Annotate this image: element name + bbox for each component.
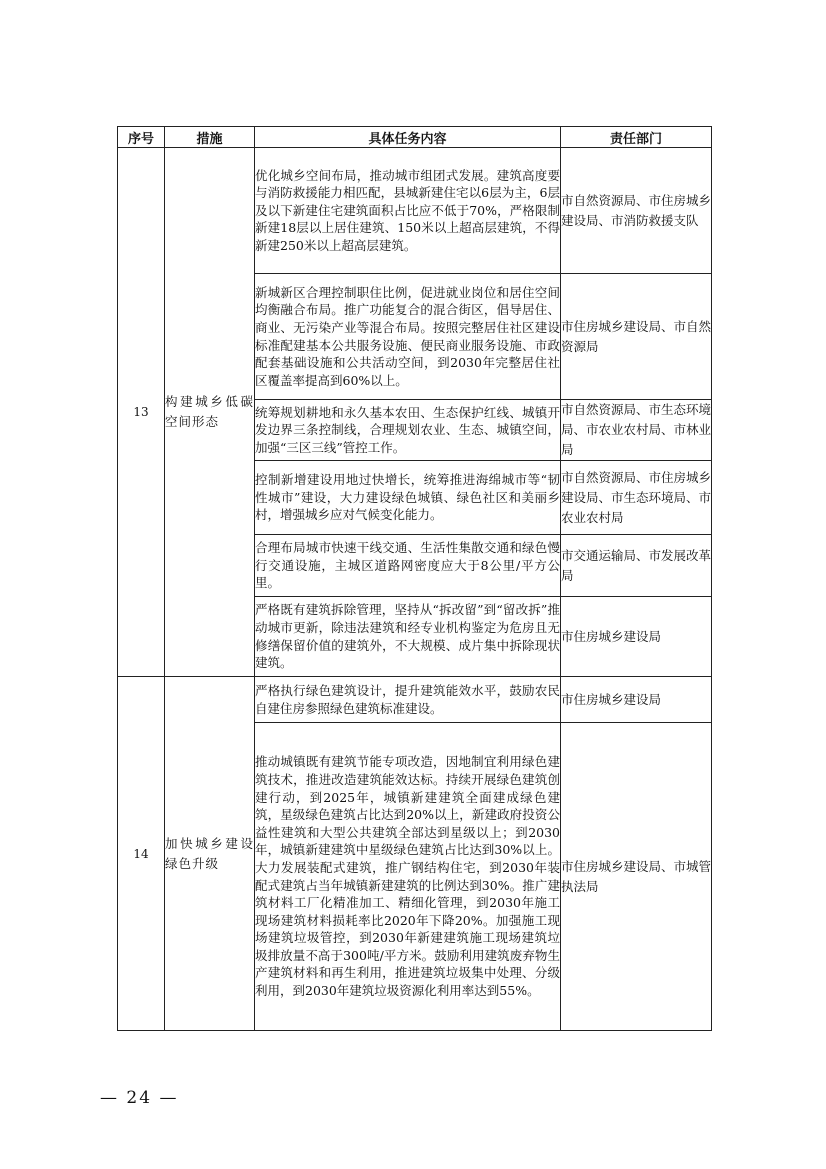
responsible-dept: 市交通运输局、市发展改革局 [561,535,712,597]
responsible-dept: 市住房城乡建设局 [561,597,712,677]
header-seq: 序号 [118,127,165,148]
task-content: 严格既有建筑拆除管理，坚持从“拆改留”到“留改拆”推动城市更新，除违法建筑和经专业机构鉴定为危房且无修缮保留价值的建筑外，不大规模、成片集中拆除现状建筑。 [255,597,561,677]
row-measure: 加快城乡建设绿色升级 [165,677,255,1031]
table-header-row [118,127,712,148]
tasks-table [117,126,712,1031]
task-content: 推动城镇既有建筑节能专项改造，因地制宜利用绿色建筑技术，推进改造建筑能效达标。持续开展绿色建筑创建行动，到2025年，城镇新建建筑全面建成绿色建筑，星级绿色建筑占比达到20%以上，新建政府投资公益性建筑和大型公共建筑全部达到星级以上；到2030年，城镇新建建筑中星级绿色建筑占比达到30%以上。大力发展装配式建筑，推广钢结构住宅，到2030年装配式建筑占当年城镇新建建筑的比例达到30%。推广建筑材料工厂化精准加工、精细化管理，到2030年施工现场建筑材料损耗率比2020年下降20%。加强施工现场建筑垃圾管控，到2030年新建建筑施工现场建筑垃圾排放量不高于300吨/平方米。鼓励利用建筑废弃物生产建筑材料和再生利用，推进建筑垃圾集中处理、分级利用，到2030年建筑垃圾资源化利用率达到55%。 [255,723,561,1031]
responsible-dept: 市自然资源局、市住房城乡建设局、市生态环境局、市农业农村局 [561,461,712,535]
header-content: 具体任务内容 [255,127,561,148]
table-row [118,148,712,274]
page-number: — 24 — [100,1088,179,1108]
task-content: 控制新增建设用地过快增长，统筹推进海绵城市等“韧性城市”建设，大力建设绿色城镇、绿色社区和美丽乡村，增强城乡应对气候变化能力。 [255,461,561,535]
task-content: 优化城乡空间布局，推动城市组团式发展。建筑高度要与消防救援能力相匹配，县城新建住宅以6层为主，6层及以下新建住宅建筑面积占比应不低于70%，严格限制新建18层以上居住建筑、150米以上超高层建筑，不得新建250米以上超高层建筑。 [255,148,561,274]
header-dept: 责任部门 [561,127,712,148]
task-content: 统筹规划耕地和永久基本农田、生态保护红线、城镇开发边界三条控制线，合理规划农业、生态、城镇空间，加强“三区三线”管控工作。 [255,400,561,461]
header-measure: 措施 [165,127,255,148]
table-row [118,677,712,723]
task-content: 合理布局城市快速干线交通、生活性集散交通和绿色慢行交通设施，主城区道路网密度应大于8公里/平方公里。 [255,535,561,597]
responsible-dept: 市住房城乡建设局、市城管执法局 [561,723,712,1031]
task-content: 新城新区合理控制职住比例，促进就业岗位和居住空间均衡融合布局。推广功能复合的混合街区，倡导居住、商业、无污染产业等混合布局。按照完整居住社区建设标准配建基本公共服务设施、便民商业服务设施、市政配套基础设施和公共活动空间，到2030年完整居住社区覆盖率提高到60%以上。 [255,274,561,400]
responsible-dept: 市住房城乡建设局 [561,677,712,723]
row-measure: 构建城乡低碳空间形态 [165,148,255,677]
row-seq: 13 [118,148,165,677]
row-seq: 14 [118,677,165,1031]
responsible-dept: 市住房城乡建设局、市自然资源局 [561,274,712,400]
task-content: 严格执行绿色建筑设计，提升建筑能效水平，鼓励农民自建住房参照绿色建筑标准建设。 [255,677,561,723]
responsible-dept: 市自然资源局、市生态环境局、市农业农村局、市林业局 [561,400,712,461]
responsible-dept: 市自然资源局、市住房城乡建设局、市消防救援支队 [561,148,712,274]
